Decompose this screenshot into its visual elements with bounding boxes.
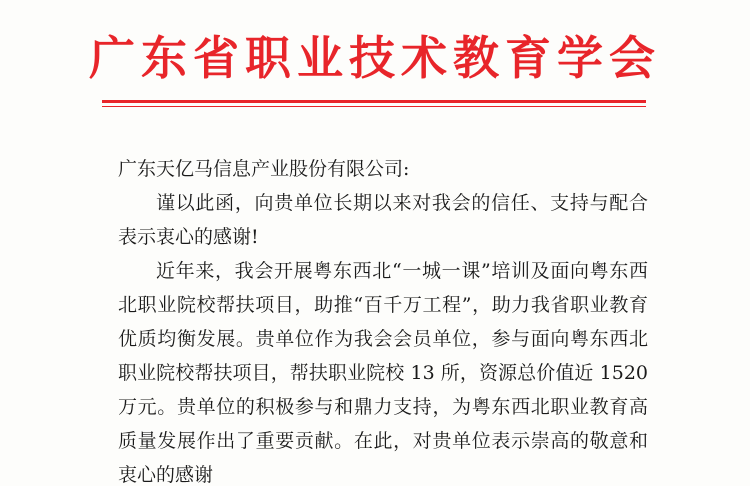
letter-paragraph-contribution: 近年来，我会开展粤东西北“一城一课”培训及面向粤东西北职业院校帮扶项目，助推“百千万工程”，助力我省职业教育优质均衡发展。贵单位作为我会会员单位，参与面向粤东西北职业院校帮扶项目，帮扶职业院校 13 所，资源总价值近 1520 万元。贵单位的积极参与和鼎力支持，为粤东西北职业教育高质量发展作出了重要贡献。在此，对贵单位表示崇高的敬意和衷心的感谢 [118, 260, 648, 486]
letterhead-rule-thick [102, 100, 646, 103]
letter-body [118, 152, 648, 486]
letter-paragraph-thanks: 谨以此函，向贵单位长期以来对我会的信任、支持与配合表示衷心的感谢! [118, 192, 648, 248]
letterhead-rule-thin [102, 106, 646, 107]
letter-salutation: 广东天亿马信息产业股份有限公司: [118, 158, 410, 180]
letterhead-title: 广东省职业技术教育学会 [89, 31, 661, 85]
